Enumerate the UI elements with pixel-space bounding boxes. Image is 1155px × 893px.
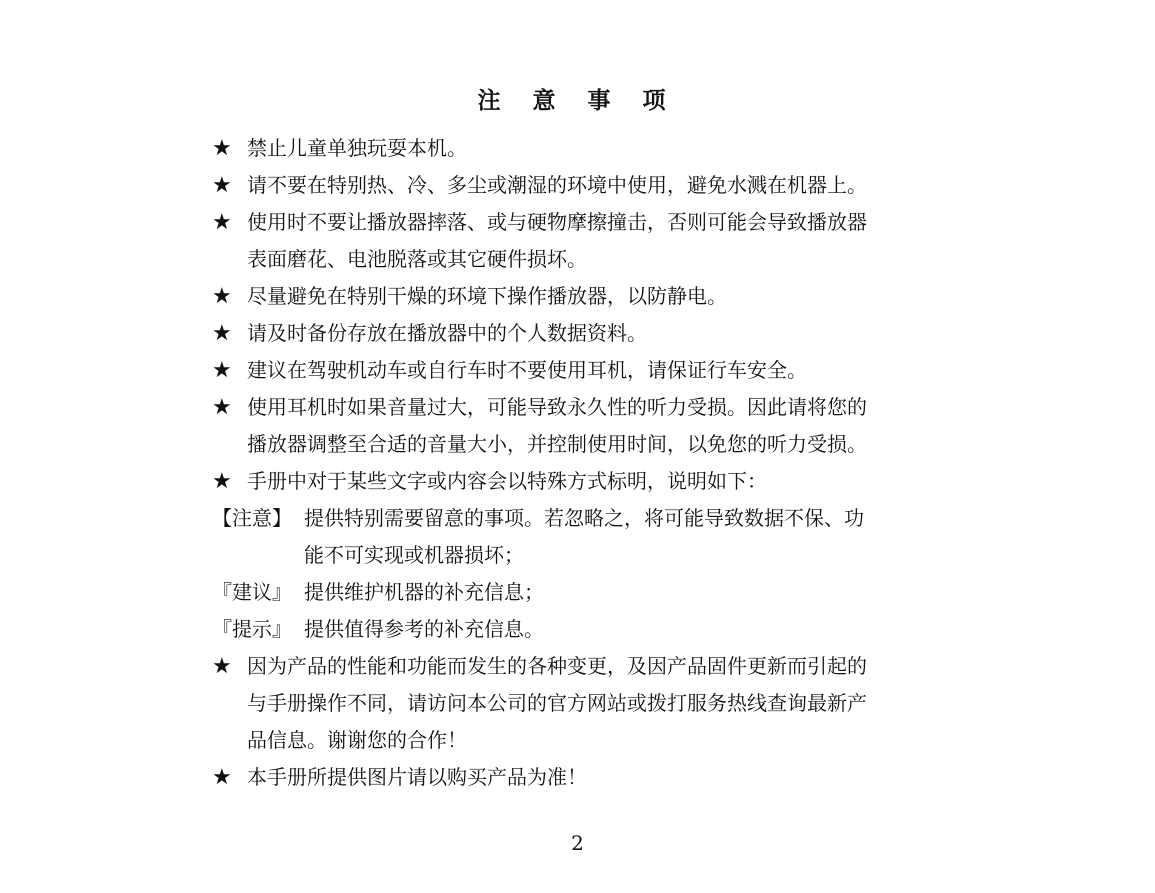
item-text: 表面磨花、电池脱落或其它硬件损坏。 (247, 247, 587, 271)
star-bullet-icon: ★ (212, 358, 232, 383)
note-label: 『提示』 (212, 617, 292, 641)
list-item (212, 167, 952, 204)
note-text: 能不可实现或机器损坏； (304, 543, 524, 567)
item-text: 请不要在特别热、冷、多尘或潮湿的环境中使用，避免水溅在机器上。 (247, 173, 867, 197)
note-label: 『建议』 (212, 580, 292, 604)
item-text: 因为产品的性能和功能而发生的各种变更，及因产品固件更新而引起的 (247, 654, 867, 678)
notice-list (212, 130, 952, 796)
item-text: 品信息。谢谢您的合作！ (247, 728, 467, 752)
star-bullet-icon: ★ (212, 210, 232, 235)
item-text: 建议在驾驶机动车或自行车时不要使用耳机，请保证行车安全。 (247, 358, 807, 382)
item-text: 禁止儿童单独玩耍本机。 (247, 136, 467, 160)
list-item (212, 759, 952, 796)
item-text: 播放器调整至合适的音量大小，并控制使用时间，以免您的听力受损。 (247, 432, 867, 456)
star-bullet-icon: ★ (212, 173, 232, 198)
item-text: 本手册所提供图片请以购买产品为准！ (247, 765, 587, 789)
note-item-suggestion (212, 574, 952, 611)
star-bullet-icon: ★ (212, 395, 232, 420)
list-item (212, 352, 952, 389)
star-bullet-icon: ★ (212, 765, 232, 790)
item-text: 使用耳机时如果音量过大，可能导致永久性的听力受损。因此请将您的 (247, 395, 867, 419)
list-item (212, 315, 952, 352)
note-item-tip (212, 611, 952, 648)
note-text: 提供特别需要留意的事项。若忽略之，将可能导致数据不保、功 (304, 506, 864, 530)
list-item (212, 463, 952, 500)
note-item-attention (212, 500, 952, 574)
item-text: 手册中对于某些文字或内容会以特殊方式标明，说明如下： (247, 469, 767, 493)
item-text: 请及时备份存放在播放器中的个人数据资料。 (247, 321, 647, 345)
star-bullet-icon: ★ (212, 136, 232, 161)
star-bullet-icon: ★ (212, 284, 232, 309)
page-title: 注 意 事 项 (477, 87, 678, 114)
item-text: 使用时不要让播放器摔落、或与硬物摩擦撞击，否则可能会导致播放器 (247, 210, 867, 234)
list-item (212, 204, 952, 278)
note-text: 提供维护机器的补充信息； (304, 580, 544, 604)
item-text: 尽量避免在特别干燥的环境下操作播放器，以防静电。 (247, 284, 727, 308)
list-item (212, 130, 952, 167)
star-bullet-icon: ★ (212, 654, 232, 679)
star-bullet-icon: ★ (212, 321, 232, 346)
star-bullet-icon: ★ (212, 469, 232, 494)
note-text: 提供值得参考的补充信息。 (304, 617, 544, 641)
list-item (212, 278, 952, 315)
list-item (212, 648, 952, 759)
list-item (212, 389, 952, 463)
note-label: 【注意】 (212, 506, 292, 530)
item-text: 与手册操作不同，请访问本公司的官方网站或拨打服务热线查询最新产 (247, 691, 867, 715)
page-number: 2 (571, 831, 584, 855)
